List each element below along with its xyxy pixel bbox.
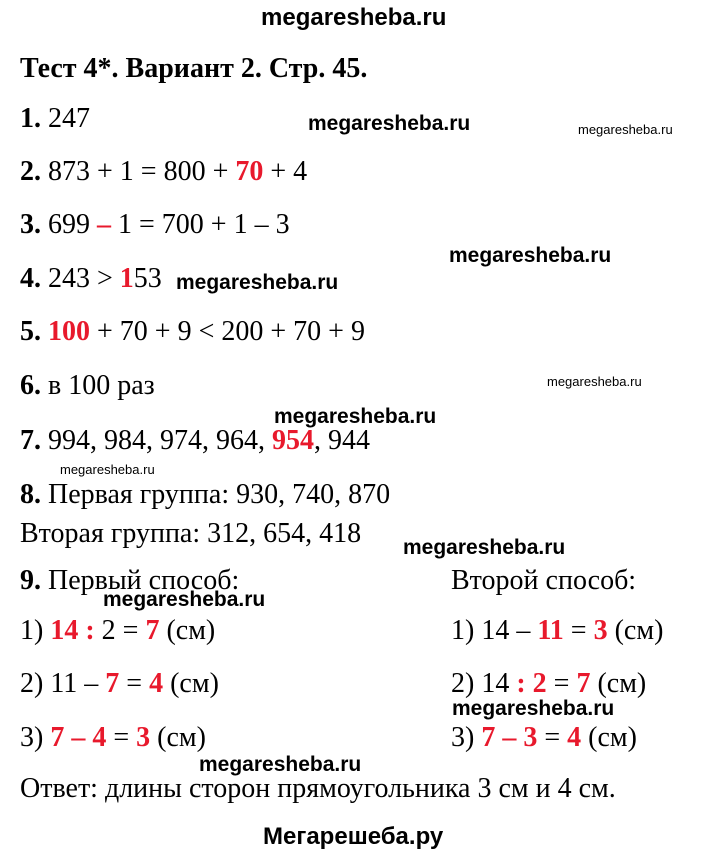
highlighted-answer: 3 bbox=[136, 722, 151, 753]
step-part: 2) 14 bbox=[451, 668, 517, 699]
answer-text: в 100 раз bbox=[48, 370, 155, 401]
highlighted-answer: 1 bbox=[119, 263, 134, 294]
step-part: 1) bbox=[20, 615, 51, 646]
expression-part: + 70 + 9 < 200 + 70 + 9 bbox=[90, 316, 365, 347]
method-one-heading: Первый способ: bbox=[48, 565, 240, 596]
step-part: (см) bbox=[163, 668, 219, 699]
answer-number: 7. bbox=[20, 425, 41, 456]
method-one-step-2 bbox=[20, 667, 219, 701]
watermark: megaresheba.ru bbox=[403, 536, 566, 559]
watermark: megaresheba.ru bbox=[103, 588, 266, 611]
highlighted-answer: 7 bbox=[576, 668, 591, 699]
highlighted-answer: 14 : bbox=[50, 615, 95, 646]
expression-part: 243 > bbox=[48, 263, 120, 294]
step-part: (см) bbox=[607, 615, 664, 646]
highlighted-answer: 7 – 4 bbox=[50, 722, 107, 753]
answer-text: 247 bbox=[48, 103, 90, 134]
method-one-step-1 bbox=[20, 614, 215, 648]
step-part: (см) bbox=[159, 615, 216, 646]
final-answer: Ответ: длины сторон прямоугольника 3 см и 4 см. bbox=[20, 773, 616, 804]
highlighted-answer: 100 bbox=[48, 316, 90, 347]
expression-part: 994, 984, 974, 964, bbox=[48, 425, 272, 456]
watermark: megaresheba.ru bbox=[578, 122, 673, 137]
footer-brand: Мегарешеба.ру bbox=[263, 823, 444, 850]
highlighted-answer: – bbox=[97, 209, 111, 240]
expression-part: 53 bbox=[133, 263, 162, 294]
watermark: megaresheba.ru bbox=[547, 374, 642, 389]
step-part: = bbox=[106, 722, 137, 753]
method-one-step-3 bbox=[20, 721, 206, 755]
expression-part: 873 + 1 = 800 + bbox=[48, 156, 236, 187]
watermark: megaresheba.ru bbox=[199, 753, 362, 776]
watermark: megaresheba.ru bbox=[176, 271, 339, 294]
watermark: megaresheba.ru bbox=[449, 244, 612, 267]
answer-number: 3. bbox=[20, 209, 41, 240]
answer-number: 8. bbox=[20, 479, 41, 510]
expression-part: + 4 bbox=[263, 156, 308, 187]
answer-7 bbox=[20, 424, 370, 458]
header-watermark: megaresheba.ru bbox=[261, 4, 447, 31]
answer-number: 2. bbox=[20, 156, 41, 187]
watermark: megaresheba.ru bbox=[60, 462, 155, 477]
highlighted-answer: 11 bbox=[537, 615, 564, 646]
step-part: (см) bbox=[150, 722, 206, 753]
step-part: = bbox=[546, 668, 577, 699]
highlighted-answer: 3 bbox=[593, 615, 608, 646]
highlighted-answer: 7 bbox=[105, 668, 120, 699]
expression-part: , 944 bbox=[314, 425, 370, 456]
answer-6 bbox=[20, 369, 155, 403]
answer-number: 1. bbox=[20, 103, 41, 134]
group-first: Первая группа: 930, 740, 870 bbox=[48, 479, 391, 510]
page-title: Тест 4*. Вариант 2. Стр. 45. bbox=[20, 53, 368, 84]
expression-part: 699 bbox=[48, 209, 97, 240]
answer-4 bbox=[20, 262, 162, 296]
step-part: (см) bbox=[590, 668, 647, 699]
method-two-step-1 bbox=[451, 614, 663, 648]
answer-2 bbox=[20, 155, 307, 189]
step-part: = bbox=[563, 615, 594, 646]
step-part: (см) bbox=[581, 722, 637, 753]
step-part: 1) 14 – bbox=[451, 615, 538, 646]
group-second: Вторая группа: 312, 654, 418 bbox=[20, 518, 362, 549]
step-part: 3) bbox=[20, 722, 51, 753]
answer-8 bbox=[20, 478, 390, 512]
answer-number: 9. bbox=[20, 565, 41, 596]
method-two-step-2 bbox=[451, 667, 646, 701]
answer-3 bbox=[20, 208, 290, 242]
answer-number: 5. bbox=[20, 316, 41, 347]
answer-5 bbox=[20, 315, 365, 349]
step-part: = bbox=[119, 668, 150, 699]
highlighted-answer: 4 bbox=[567, 722, 582, 753]
method-two-heading: Второй способ: bbox=[451, 565, 637, 596]
expression-part: 1 = 700 + 1 – 3 bbox=[111, 209, 290, 240]
answer-1 bbox=[20, 102, 90, 136]
watermark: megaresheba.ru bbox=[452, 697, 615, 720]
highlighted-answer: 4 bbox=[149, 668, 164, 699]
highlighted-answer: 7 bbox=[145, 615, 160, 646]
step-part: 2 = bbox=[94, 615, 146, 646]
method-two-step-3 bbox=[451, 721, 637, 755]
highlighted-answer: 70 bbox=[235, 156, 264, 187]
step-part: 3) bbox=[451, 722, 482, 753]
answer-number: 6. bbox=[20, 370, 41, 401]
highlighted-answer: : 2 bbox=[516, 668, 547, 699]
highlighted-answer: 954 bbox=[272, 425, 314, 456]
watermark: megaresheba.ru bbox=[308, 112, 471, 135]
step-part: 2) 11 – bbox=[20, 668, 106, 699]
highlighted-answer: 7 – 3 bbox=[481, 722, 538, 753]
watermark: megaresheba.ru bbox=[274, 405, 437, 428]
answer-number: 4. bbox=[20, 263, 41, 294]
step-part: = bbox=[537, 722, 568, 753]
